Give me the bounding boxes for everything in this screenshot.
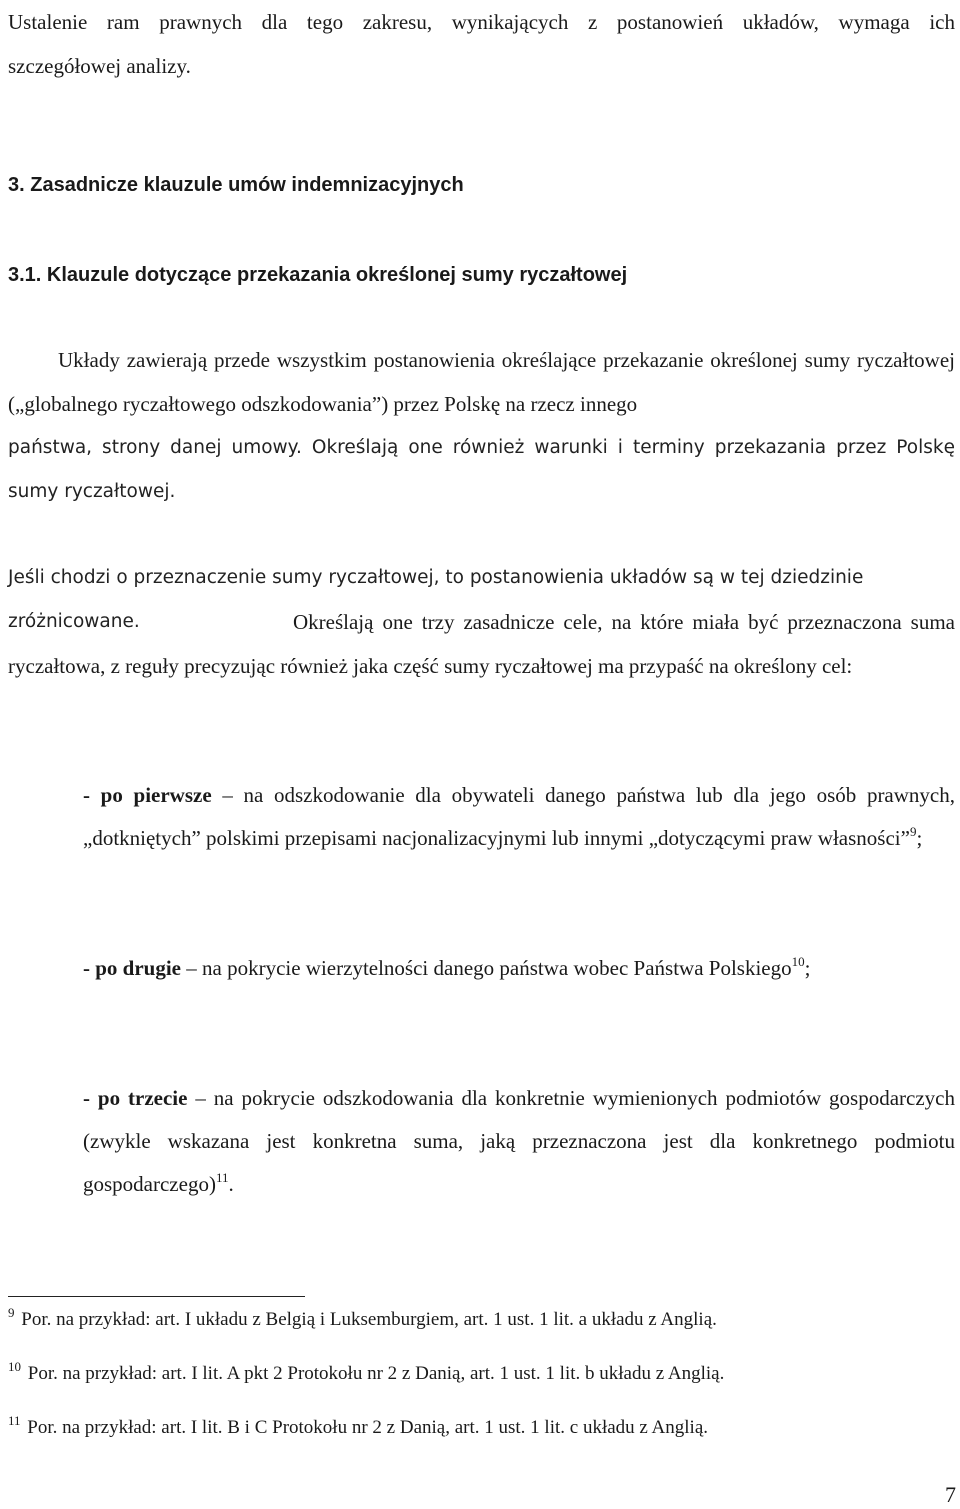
footnote-ref: 10	[791, 954, 805, 969]
intro-paragraph	[8, 0, 955, 88]
paragraph-2-part-b: Określają one trzy zasadnicze cele, na które miała być przeznaczona suma ryczałtowa, z reguły precyzując również jaka część sumy ryczałtowej ma przypaść na określony cel:	[8, 610, 955, 678]
item-tail: ;	[804, 956, 811, 980]
footnote	[8, 1413, 955, 1441]
footnote-text: Por. na przykład: art. I lit. A pkt 2 Protokołu nr 2 z Danią, art. 1 ust. 1 lit. b układu z Anglią.	[27, 1363, 725, 1384]
footnote-number: 11	[8, 1413, 21, 1428]
list-item	[83, 1077, 955, 1206]
subsection-heading: 3.1. Klauzule dotyczące przekazania określonej sumy ryczałtowej	[8, 264, 628, 286]
footnote-separator	[8, 1296, 305, 1297]
paragraph-1-part-b: państwa, strony danej umowy. Określają one również warunki i terminy przekazania przez Polskę sumy ryczałtowej.	[8, 437, 955, 502]
item-lead: - po drugie	[83, 956, 182, 980]
footnote-number: 9	[8, 1305, 15, 1320]
footnote-text: Por. na przykład: art. I lit. B i C Protokołu nr 2 z Danią, art. 1 ust. 1 lit. c układu z Anglią.	[27, 1417, 709, 1438]
item-tail: .	[228, 1172, 234, 1196]
footnote-ref: 9	[909, 824, 917, 839]
intro-line-1: Ustalenie ram prawnych dla tego zakresu, wynikających z postanowień układów, wymaga ich	[8, 10, 955, 34]
item-text: – na pokrycie wierzytelności danego państwa wobec Państwa Polskiego	[181, 956, 792, 980]
list-item	[83, 947, 955, 990]
footnote-ref: 11	[215, 1170, 229, 1185]
footnote-text: Por. na przykład: art. I układu z Belgią i Luksemburgiem, art. 1 ust. 1 lit. a układu z Anglią.	[21, 1309, 717, 1330]
item-tail: ;	[916, 826, 923, 850]
paragraph-1-part-a: Układy zawierają przede wszystkim postanowienia określające przekazanie określonej sumy ryczałtowej („globalnego ryczałtowego odszkodowania”) przez Polskę na rzecz innego	[8, 348, 955, 416]
item-text: – na odszkodowanie dla obywateli danego państwa lub dla jego osób prawnych, „dotkniętych” polskimi przepisami nacjonalizacyjnymi lub innymi „dotyczącymi praw własności”	[83, 783, 955, 850]
paragraph-2-continuation	[8, 600, 955, 688]
list-item	[83, 774, 955, 860]
footnote	[8, 1305, 955, 1333]
paragraph-1	[8, 338, 955, 514]
item-text: – na pokrycie odszkodowania dla konkretnie wymienionych podmiotów gospodarczych (zwykle wskazana jest konkretna suma, jaką przeznaczona jest dla konkretnego podmiotu gospodarczego)	[83, 1086, 955, 1196]
intro-line-2: szczegółowej analizy.	[8, 54, 191, 78]
paragraph-2-part-a: Jeśli chodzi o przeznaczenie sumy ryczałtowej, to postanowienia układów są w tej dziedzinie zróżnicowane.	[8, 567, 864, 632]
footnote-number: 10	[8, 1359, 21, 1374]
item-lead: - po pierwsze	[83, 783, 212, 807]
page-number: 7	[945, 1482, 956, 1507]
section-heading: 3. Zasadnicze klauzule umów indemnizacyjnych	[8, 174, 464, 196]
item-lead: - po trzecie	[83, 1086, 188, 1110]
footnote	[8, 1359, 955, 1387]
